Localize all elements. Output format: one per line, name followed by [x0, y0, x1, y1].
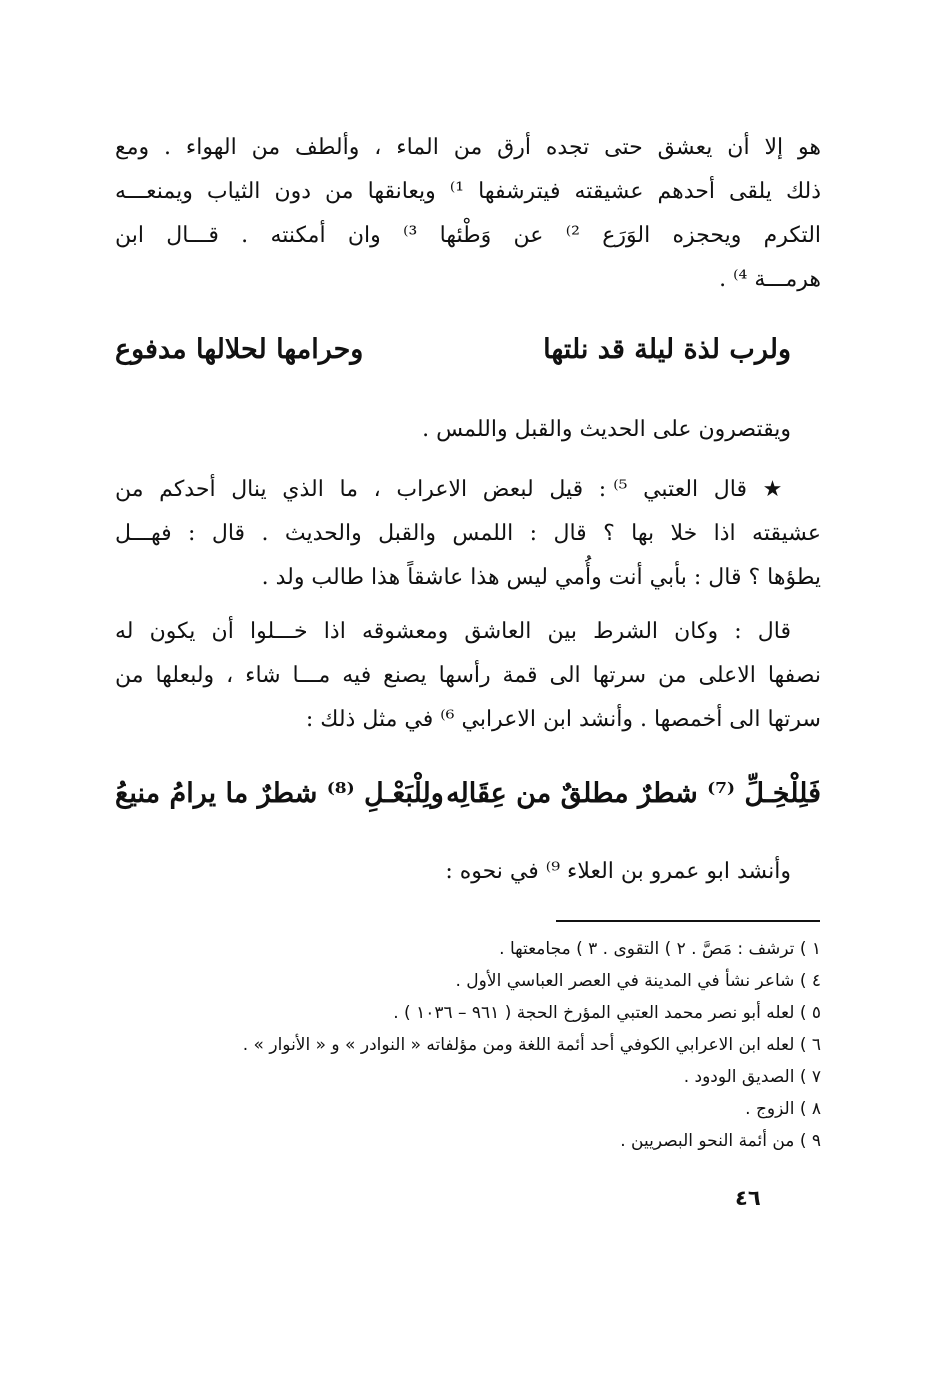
paragraph-1-line-4: هرمـــة ⁴⁾ .: [719, 267, 821, 292]
paragraph-2-line-3: يطؤها ؟ قال : بأبي أنت وأُمي ليس هذا عاشقاً هذا طالب ولد .: [261, 565, 821, 590]
paragraph-1-line-2: ذلك يلقى أحدهم عشيقته فيترشفها ¹⁾ ويعانقها من دون الثياب ويمنعـــه: [115, 179, 821, 204]
footnote: ٦ ) لعله ابن الاعرابي الكوفي أحد أئمة اللغة ومن مؤلفاته « النوادر » و « الأنوار » .: [242, 1035, 821, 1055]
footnote: ٤ ) شاعر نشأ في المدينة في العصر العباسي الأول .: [455, 971, 821, 991]
paragraph-2-line-1: ★ قال العتبي ⁵⁾ : قيل لبعض الاعراب ، ما الذي ينال أحدكم من: [115, 477, 791, 502]
line-after-verse-2-text: وأنشد ابو عمرو بن العلاء ⁹⁾ في نحوه :: [445, 859, 791, 884]
footnotes: [115, 933, 821, 1157]
paragraph-1-line-3: التكرم ويحجزه الوَرَع ²⁾ عن وَطْئها ³⁾ وان أمكنته . قـــال ابن: [115, 223, 822, 248]
verse-1-second-hemistich: وحرامها لحلالها مدفوع: [115, 334, 364, 365]
footnote: ٥ ) لعله أبو نصر محمد العتبي المؤرخ الحجة ( ٩٦١ – ١٠٣٦ ) .: [393, 1003, 821, 1023]
verse-2-first-hemistich: فَلِلْخِـلِّ ⁽⁷⁾ شطرٌ مطلقٌ من عِقَالِه: [446, 778, 821, 809]
verse-1-first-hemistich: ولرب لذة ليلة قد نلتها: [543, 334, 791, 365]
paragraph-3-line-3: سرتها الى أخمصها . وأنشد ابن الاعرابي ⁶⁾ في مثل ذلك :: [305, 707, 821, 732]
verse-2: [115, 774, 821, 814]
footnote: ٩ ) من أئمة النحو البصريين .: [620, 1131, 821, 1151]
verse-1: [115, 330, 821, 370]
paragraph-1-line-1: هو إلا أن يعشق حتى تجده أرق من الماء ، وألطف من الهواء . ومع: [115, 135, 821, 160]
footnote-separator: [556, 920, 820, 922]
footnote: ٧ ) الصديق الودود .: [683, 1067, 821, 1087]
paragraph-3: [115, 610, 821, 742]
paragraph-2: [115, 468, 821, 600]
footnote: ٨ ) الزوج .: [745, 1099, 821, 1119]
line-after-verse-1-text: ويقتصرون على الحديث والقبل واللمس .: [422, 417, 791, 442]
page-number: ٤٦: [735, 1186, 761, 1210]
paragraph-1: [115, 126, 821, 302]
line-after-verse-2: [115, 850, 821, 894]
verse-2-second-hemistich: ولِلْبَعْـلِ ⁽⁸⁾ شطرٌ ما يرامُ منيعُ: [115, 778, 444, 809]
paragraph-3-line-2: نصفها الاعلى من سرتها الى قمة رأسها يصنع فيه مـــا شاء ، ولبعلها من: [115, 663, 821, 688]
paragraph-3-line-1: قال : وكان الشرط بين العاشق ومعشوقه اذا خـــلوا أن يكون له: [115, 619, 791, 644]
paragraph-2-line-2: عشيقته اذا خلا بها ؟ قال : اللمس والقبل والحديث . قال : فهـــل: [115, 521, 821, 546]
footnote: ١ ) ترشف : مَصَّ . ٢ ) التقوى . ٣ ) مجامعتها .: [499, 939, 821, 959]
line-after-verse-1: [115, 408, 821, 452]
